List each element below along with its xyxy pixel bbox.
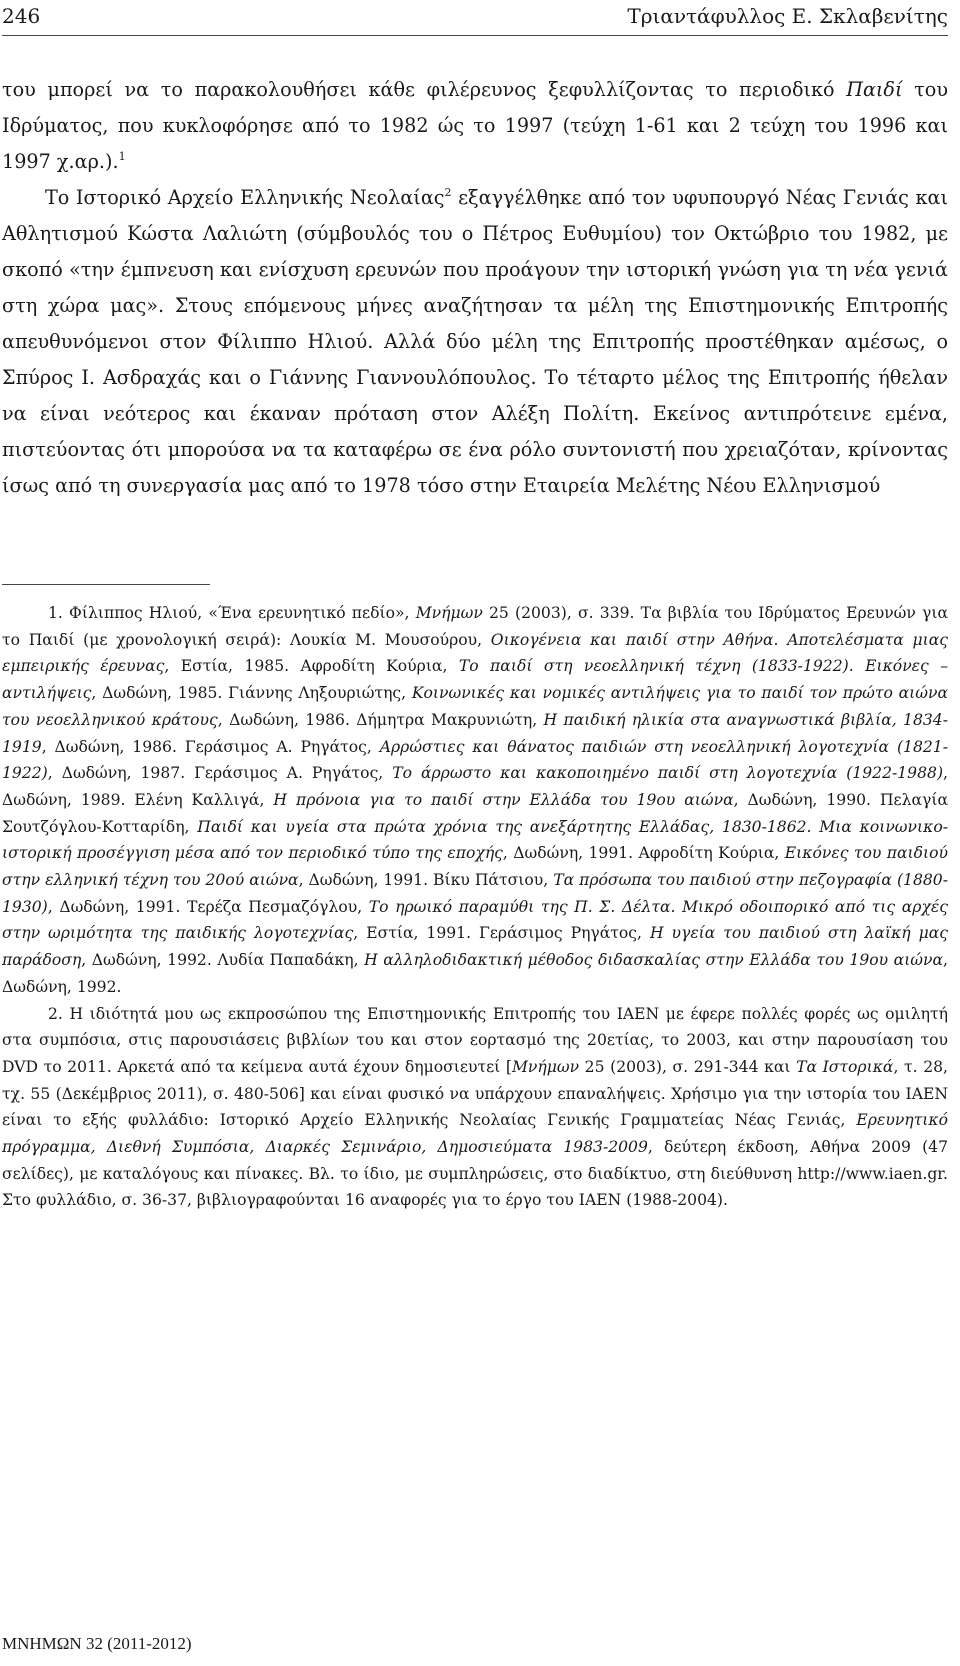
fn1-segment: , Δωδώνη, 1992. xyxy=(2,951,948,996)
fn1-segment: Το άρρωστο και κακοποιημένο παιδί στη λογοτεχνία (1922-1988) xyxy=(392,764,944,783)
fn1-segment: , Δωδώνη, 1992. Λυδία Παπαδάκη, xyxy=(81,951,365,970)
fn1-segment: , Εστία, 1991. Γεράσιμος Ρηγάτος, xyxy=(353,924,650,943)
header-rule xyxy=(2,35,948,36)
fn2-segment: , τ. 28, τχ. 55 (Δεκέμβριος 2011), σ. 480-506] και είναι φυσικό να υπάρχουν επαναλήψεις. Χρήσιμο για την ιστορία του ΙΑΕΝ είναι το εξής φυλλάδιο: Ιστορικό Αρχείο Ελληνικής Νεολαίας Γενικής Γραμματείας Νέας Γενιάς, xyxy=(2,1057,948,1130)
fn1-segment: , Εστία, 1985. Αφροδίτη Κούρια, xyxy=(164,657,459,676)
body-text xyxy=(2,72,948,504)
footnote-ref-2[interactable]: 2 xyxy=(444,186,452,199)
fn1-segment: Η αλληλοδιδακτική μέθοδος διδασκαλίας στην Ελλάδα του 19ου αιώνα xyxy=(364,951,944,970)
paragraph-1: του μπορεί να το παρακολουθήσει κάθε φιλέρευνος ξεφυλλίζοντας το περιοδικό Παιδί του Ιδρύματος, που κυκλοφόρησε από το 1982 ώς το 1997 (τεύχη 1-61 και 2 τεύχη του 1996 και 1997 χ.αρ.).$^1$ xyxy=(2,78,948,173)
fn2-segment: , δεύτερη έκδοση, Αθήνα 2009 (47 σελίδες), με καταλόγους και πίνακες. Βλ. το ίδιο, με συμπληρώσεις, στο διαδίκτυο, στη διεύθυνση http://www.iaen.gr. Στο φυλλάδιο, σ. 36-37, βιβλιογραφούνται 16 αναφορές για το έργο του ΙΑΕΝ (1988-2004). xyxy=(2,1138,948,1210)
fn1-segment: , Δωδώνη, 1991. Αφροδίτη Κούρια, xyxy=(502,844,785,863)
footnote-1 xyxy=(2,600,948,1001)
page-footer: ΜΝΗΜΩΝ 32 (2011-2012) xyxy=(2,1634,192,1653)
footnotes xyxy=(2,600,948,1214)
fn1-segment: , Δωδώνη, 1991. Βίκυ Πάτσιου, xyxy=(298,871,554,890)
page-number: 246 xyxy=(2,4,41,28)
fn1-segment: Κοινωνικές και νομικές αντιλήψεις για το παιδί τον πρώτο αιώνα του νεοελληνικού κράτους xyxy=(2,684,949,729)
footnote-2 xyxy=(2,1001,948,1215)
fn1-segment: Εικόνες του παιδιού στην ελληνική τέχνη του 20ού αιώνα xyxy=(2,844,948,890)
fn1-segment: Τα πρόσωπα του παιδιού στην πεζογραφία (1880-1930) xyxy=(2,871,948,916)
running-head: Τριαντάφυλλος Ε. Σκλαβενίτης xyxy=(627,4,948,28)
fn1-segment: Παιδί και υγεία στα πρώτα χρόνια της ανεξάρτητης Ελλάδας, 1830-1862. Μια κοινωνικο-ιστορική προσέγγιση μέσα από τον περιοδικό τύπο της εποχής xyxy=(2,817,948,863)
fn1-segment: , Δωδώνη, 1989. Ελένη Καλλιγά, xyxy=(2,764,948,809)
fn1-segment: , Δωδώνη, 1987. Γεράσιμος Α. Ρηγάτος, xyxy=(47,764,393,783)
fn1-segment: , Δωδώνη, 1986. Γεράσιμος Α. Ρηγάτος, xyxy=(41,737,380,756)
fn1-segment: 25 (2003), σ. 339. Τα βιβλία του Ιδρύματος Ερευνών για το Παιδί (με χρονολογική σειρά): Λουκία Μ. Μουσούρου, xyxy=(2,604,949,649)
fn1-segment: Οικογένεια και παιδί στην Αθήνα. Αποτελέσματα μιας εμπειρικής έρευνας xyxy=(2,630,948,676)
fn1-segment: , Δωδώνη, 1986. Δήμητρα Μακρυνιώτη, xyxy=(217,710,544,729)
fn1-segment: , Δωδώνη, 1991. Τερέζα Πεσμαζόγλου, xyxy=(47,897,369,916)
fn2-segment: Τα Ιστορικά xyxy=(796,1057,894,1076)
paragraph-2: Το Ιστορικό Αρχείο Ελληνικής Νεολαίας$^2$ εξαγγέλθηκε από τον υφυπουργό Νέας Γενιάς και Αθλητισμού Κώστα Λαλιώτη (σύμβουλός του ο Πέτρος Ευθυμίου) τον Οκτώβριο του 1982, με σκοπό «την έμπνευση και ενίσχυση ερευνών που προάγουν την ιστορική γνώση για τη νέα γενιά στη χώρα μας». Στους επόμενους μήνες αναζήτησαν τα μέλη της Επιστημονικής Επιτροπής απευθυνόμενοι στον Φίλιππο Ηλιού. Αλλά δύο μέλη της Επιτροπής προστέθηκαν αμέσως, ο Σπύρος Ι. Ασδραχάς και ο Γιάννης Γιαννουλόπουλος. Το τέταρτο μέλος της Επιτροπής ήθελαν να είναι νεότερος και έκαναν πρόταση στον Αλέξη Πολίτη. Εκείνος αντιπρότεινε εμένα, πιστεύοντας ότι μπορούσα να τα καταφέρω σε ένα ρόλο συντονιστή που χρειαζόταν, κρίνοντας ίσως από τη συνεργασία μας από το 1978 τόσο στην Εταιρεία Μελέτης Νέου Ελληνισμού xyxy=(2,186,948,497)
fn2-segment: Μνήμων xyxy=(511,1057,580,1076)
fn1-segment: Η παιδική ηλικία στα αναγνωστικά βιβλία, 1834-1919 xyxy=(2,710,948,756)
fn1-segment: Αρρώστιες και θάνατος παιδιών στη νεοελληνική λογοτεχνία (1821-1922) xyxy=(2,737,948,783)
fn1-segment: 1. Φίλιππος Ηλιού, «Ένα ερευνητικό πεδίο», xyxy=(48,604,416,622)
fn1-segment: Το παιδί στη νεοελληνική τέχνη (1833-1922). Εικόνες – αντιλήψεις xyxy=(2,657,948,703)
footnote-ref-1[interactable]: 1 xyxy=(118,150,126,163)
fn1-segment: Η πρόνοια για το παιδί στην Ελλάδα του 19ου αιώνα xyxy=(273,790,734,809)
fn1-segment: , Δωδώνη, 1985. Γιάννης Ληξουριώτης, xyxy=(91,684,412,703)
fn1-segment: , Δωδώνη, 1990. Πελαγία Σουτζόγλου-Κοτταρίδη, xyxy=(2,790,949,836)
footnote-separator xyxy=(2,584,210,585)
fn1-segment: Η υγεία του παιδιού στη λαϊκή μας παράδοση xyxy=(2,924,949,970)
fn1-segment: Το ηρωικό παραμύθι της Π. Σ. Δέλτα. Μικρό οδοιπορικό από τις αρχές στην ωριμότητα της παιδικής λογοτεχνίας xyxy=(2,897,948,943)
fn2-segment: 2. Η ιδιότητά μου ως εκπροσώπου της Επιστημονικής Επιτροπής του ΙΑΕΝ με έφερε πολλές φορές ως ομιλητή στα συμπόσια, στις παρουσιάσεις βιβλίων του και στον εορτασμό της 20ετίας, το 2003, και στην παρουσίαση του DVD το 2011. Αρκετά από τα κείμενα αυτά έχουν δημοσιευτεί [ xyxy=(2,1004,948,1076)
fn2-segment: 25 (2003), σ. 291-344 και xyxy=(579,1057,797,1076)
page-header xyxy=(2,2,948,34)
fn1-segment: Μνήμων xyxy=(415,604,483,622)
fn2-segment: Ερευνητικό πρόγραμμα, Διεθνή Συμπόσια, Διαρκές Σεμινάριο, Δημοσιεύματα 1983-2009 xyxy=(2,1111,948,1157)
